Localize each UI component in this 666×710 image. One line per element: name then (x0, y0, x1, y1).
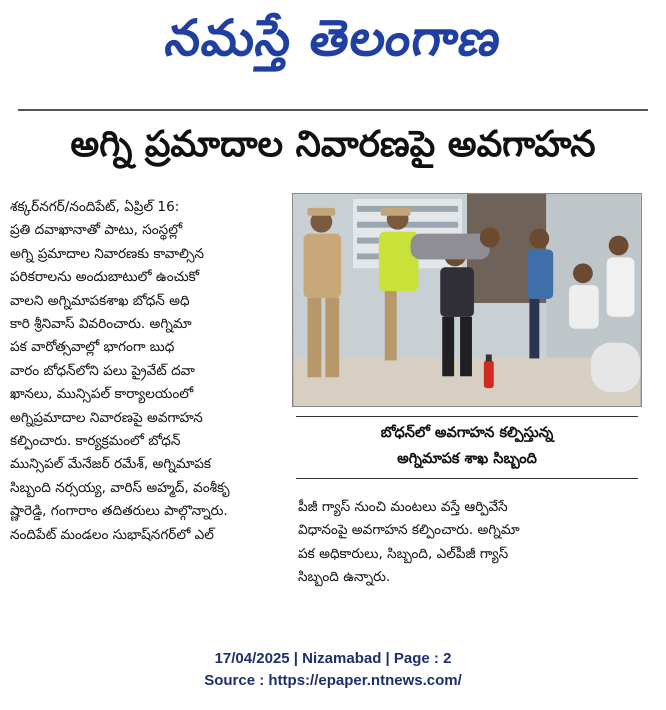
photo-caption (292, 420, 642, 472)
caption-line: బోధన్‌లో అవగాహన కల్పిస్తున్న (380, 425, 554, 441)
article-line: సిబ్బంది నర్సయ్య, వారిస్ అహ్మద్, వంశీకృ (10, 479, 230, 496)
article-line: మున్సిపల్ మేనేజర్ రమేశ్, అగ్నిమాపక (10, 456, 211, 473)
article-line: పరికరాలను అందుబాటులో ఉంచుకో (10, 269, 200, 286)
news-photo-fire-safety-demo-icon (293, 194, 641, 406)
source-link[interactable]: Source : https://epaper.ntnews.com/ (204, 672, 462, 689)
article-line: పీజీ గ్యాస్ నుంచి మంటలు వస్తే ఆర్పివేసే (298, 499, 508, 515)
article-line: వాలని అగ్నిమాపకశాఖ బోధన్ అధి (10, 292, 190, 309)
article-line: సిబ్బంది ఉన్నారు. (298, 569, 391, 586)
article-headline: అగ్ని ప్రమాదాల నివారణపై అవగాహన (70, 124, 596, 165)
article-column-right (298, 496, 648, 590)
article-line: వారం బోధన్‌లోని పలు ప్రైవేట్ దవా (10, 362, 195, 379)
article-line: పక అధికారులు, సిబ్బంది, ఎల్‌పీజీ గ్యాస్ (298, 545, 509, 562)
article-line: విధానంపై అవగాహన కల్పించారు. అగ్నిమా (298, 522, 520, 539)
article-line: అగ్ని ప్రమాదాల నివారణకు కావాల్సిన (10, 245, 205, 262)
caption-divider-top (296, 416, 638, 417)
article-line: పక వారోత్సవాల్లో భాగంగా బుధ (10, 339, 175, 356)
caption-divider-bottom (296, 478, 638, 479)
article-line: శక్కర్‌నగర్/నందిపేట్, ఏప్రిల్ 16: (10, 199, 180, 215)
article-line: ఖానలు, మున్సిపల్ కార్యాలయంలో (10, 386, 194, 403)
caption-line: అగ్నిమాపక శాఖ సిబ్బంది (397, 451, 537, 467)
news-photo (292, 193, 642, 407)
article-line: ప్రతి దవాఖానాతో పాటు, సంస్థల్లో (10, 222, 183, 239)
masthead (0, 0, 666, 88)
source-footer (0, 648, 666, 692)
article-line: ష్ణారెడ్డి, గంగారాం తదితరులు పాల్గొన్నారు. (10, 503, 228, 520)
article-line: నందిపేట్ మండలం సుభాష్‌నగర్‌లో ఎల్ (10, 526, 214, 543)
masthead-divider (18, 109, 648, 111)
newspaper-logo: నమస్తే తెలంగాణ (162, 8, 506, 67)
article-line: కారి శ్రీనివాస్ వివరించారు. అగ్నిమా (10, 316, 192, 333)
article-line: కల్పించారు. కార్యక్రమంలో బోధన్ (10, 433, 181, 450)
article-line: అగ్నిప్రమాదాల నివారణపై అవగాహన (10, 409, 203, 426)
edition-info: 17/04/2025 | Nizamabad | Page : 2 (214, 650, 452, 667)
article-column-left (10, 196, 282, 547)
